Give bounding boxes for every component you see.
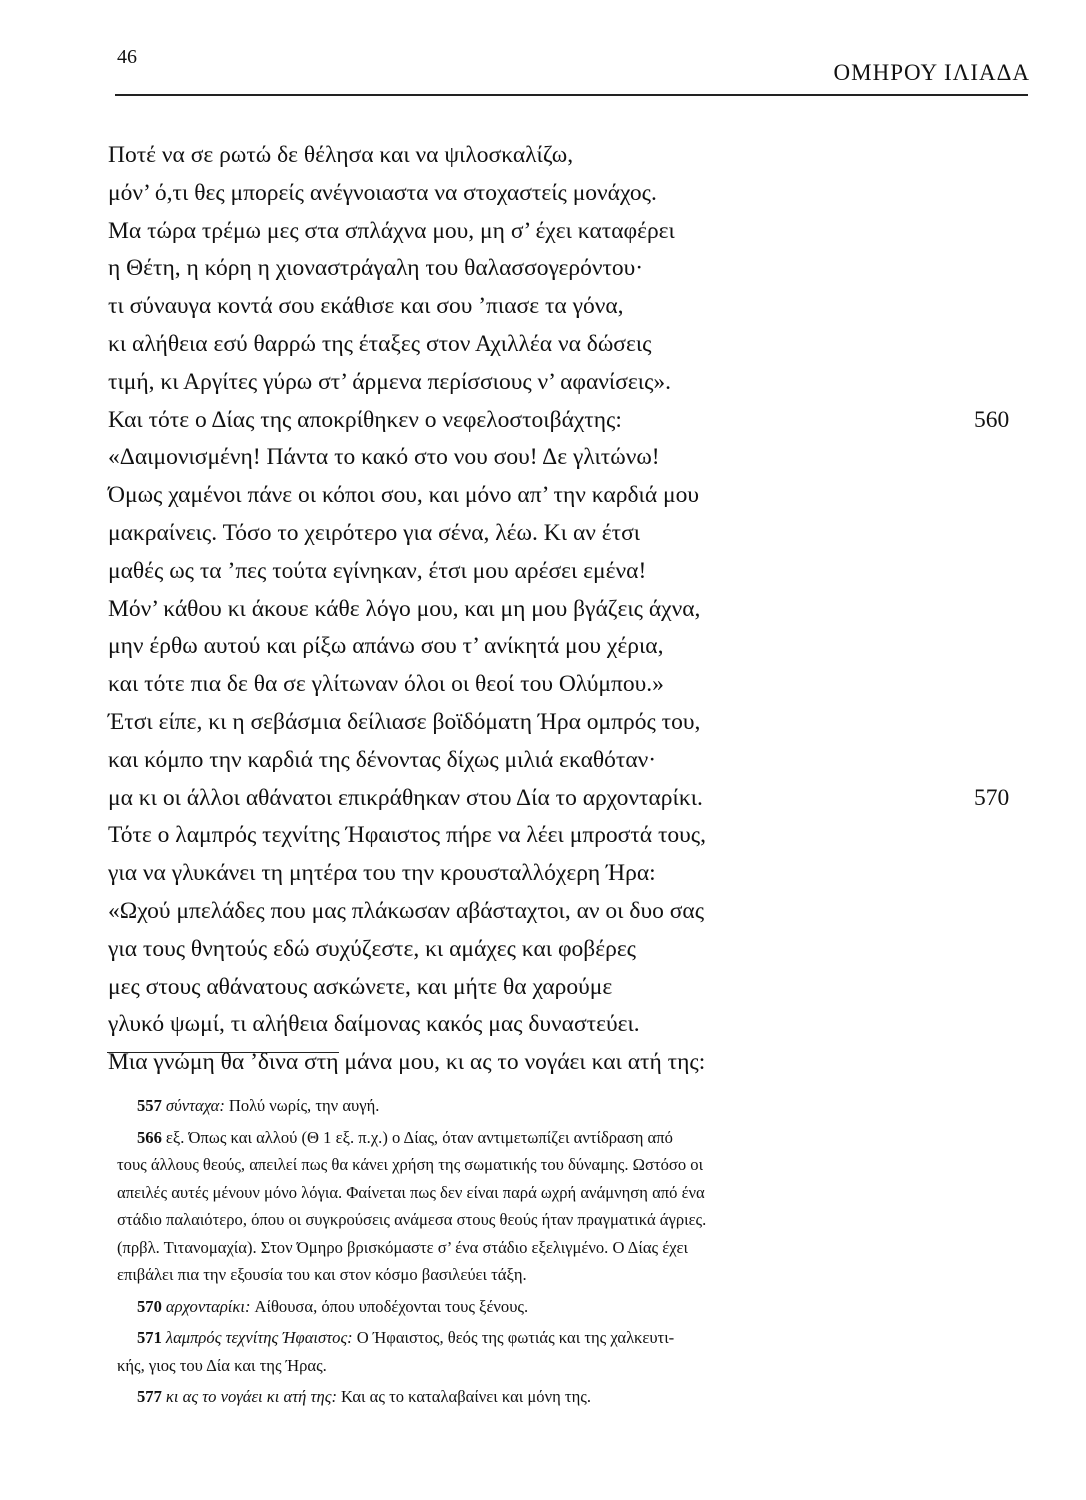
verse-text: «Δαιμονισμένη! Πάντα το κακό στο νου σου! Δε γλιτώνω! <box>108 444 660 471</box>
footnote-term: αρχονταρίκι: <box>165 1296 251 1316</box>
footnote-term: λαμπρός τεχνίτης Ήφαιστος: <box>165 1328 353 1347</box>
footnote-number: 566 <box>137 1127 162 1147</box>
footnotes <box>117 1092 947 1411</box>
verse-text: για να γλυκάνει τη μητέρα του την κρουσταλλόχερη Ήρα: <box>108 860 656 887</box>
footnote-566-line: επιβάλει πια την εξουσία του και στον κόσμο βασιλεύει τάξη. <box>117 1265 527 1284</box>
footnote-text: Αίθουσα, όπου υποδέχονται τους ξένους. <box>254 1296 529 1316</box>
footnote-number: 570 <box>137 1296 162 1316</box>
footnote-566-line: τους άλλους θεούς, απειλεί πως θα κάνει χρήση της σωματικής του δύναμης. Ωστόσο οι <box>117 1155 704 1174</box>
verse-text: Έτσι είπε, κι η σεβάσμια δείλιασε βοϊδόματη Ήρα ομπρός του, <box>108 708 701 735</box>
verse-line <box>108 213 1008 251</box>
verse-text: και τότε πια δε θα σε γλίτωναν όλοι οι θεοί του Ολύμπου.» <box>108 671 664 698</box>
verse-text: τι σύναυγα κοντά σου εκάθισε και σου ’πιασε τα γόνα, <box>108 293 624 320</box>
footnote-571 <box>117 1324 947 1352</box>
footnote-571-line: κής, γιος του Δία και της Ήρας. <box>117 1355 327 1375</box>
verse-line <box>108 553 1008 591</box>
verse-text: τιμή, κι Αργίτες γύρω στ’ άρμενα περίσσιους ν’ αφανίσεις». <box>108 368 672 395</box>
footnote-text: Πολύ νωρίς, την αυγή. <box>228 1096 380 1115</box>
footnote-text: Και ας το καταλαβαίνει και μόνη της. <box>340 1387 591 1406</box>
verse-text: μην έρθω αυτού και ρίξω απάνω σου τ’ ανίκητά μου χέρια, <box>108 633 664 660</box>
verse-line <box>108 1006 1008 1044</box>
footnote-577 <box>117 1383 947 1411</box>
verse-line <box>108 817 1008 855</box>
page-header <box>0 0 1086 100</box>
footnote-number: 571 <box>137 1328 162 1347</box>
footnote-text: εξ. Όπως και αλλού (Θ 1 εξ. π.χ.) ο Δίας, όταν αντιμετωπίζει αντίδραση από <box>165 1127 673 1147</box>
footnote-566-line: στάδιο παλαιότερο, όπου οι συγκρούσεις ανάμεσα στους θεούς ήταν πραγματικά άγριες. <box>117 1210 707 1229</box>
verse-text: μα κι οι άλλοι αθάνατοι επικράθηκαν στου Δία το αρχονταρίκι. <box>108 784 703 811</box>
verse-text: γλυκό ψωμί, τι αλήθεια δαίμονας κακός μας δυναστεύει. <box>108 1011 640 1038</box>
verse-line <box>108 855 1008 893</box>
verse-line <box>108 780 1008 818</box>
footnote-number: 577 <box>137 1387 162 1406</box>
verse-line <box>108 704 1008 742</box>
line-number: 560 <box>974 406 1010 433</box>
verse-line <box>108 1044 1008 1082</box>
verse-line <box>108 742 1008 780</box>
verse-text: Και τότε ο Δίας της αποκρίθηκεν ο νεφελοστοιβάχτης: <box>108 406 622 433</box>
verse-line <box>108 591 1008 629</box>
verse-text: και κόμπο την καρδιά της δένοντας δίχως μιλιά εκαθόταν· <box>108 746 657 773</box>
footnote-text: Ο Ήφαιστος, θεός της φωτιάς και της χαλκευτι- <box>356 1328 675 1347</box>
verse-line <box>108 969 1008 1007</box>
verse-text: Μόν’ κάθου κι άκουε κάθε λόγο μου, και μη μου βγάζεις άχνα, <box>108 595 701 622</box>
verse-line <box>108 288 1008 326</box>
footnote-566-line: απειλές αυτές μένουν μόνο λόγια. Φαίνεται πως δεν είναι παρά ωχρή ανάμνηση από ένα <box>117 1182 705 1202</box>
line-number: 570 <box>974 784 1010 811</box>
verse-line <box>108 477 1008 515</box>
verse-text: Μα τώρα τρέμω μες στα σπλάχνα μου, μη σ’ έχει καταφέρει <box>108 217 675 244</box>
verse-text: για τους θνητούς εδώ συχύζεστε, κι αμάχες και φοβέρες <box>108 935 636 962</box>
footnote-557 <box>117 1092 947 1120</box>
verse-line <box>108 402 1008 440</box>
verse-line <box>108 326 1008 364</box>
footnote-term: κι ας το νογάει κι ατή της: <box>165 1387 337 1406</box>
running-title: ΟΜΗΡΟΥ ΙΛΙΑΔΑ <box>833 60 1030 85</box>
verse-line <box>108 515 1008 553</box>
verse-text: μακραίνεις. Τόσο το χειρότερο για σένα, λέω. Κι αν έτσι <box>108 519 641 546</box>
verse-block <box>108 137 1008 1082</box>
footnote-number: 557 <box>137 1096 162 1115</box>
header-rule <box>115 94 1028 96</box>
verse-line <box>108 439 1008 477</box>
verse-text: «Ωχού μπελάδες που μας πλάκωσαν αβάσταχτοι, αν οι δυο σας <box>108 897 705 924</box>
verse-text: Τότε ο λαμπρός τεχνίτης Ήφαιστος πήρε να λέει μπροστά τους, <box>108 822 706 849</box>
footnote-term: σύνταχα: <box>165 1096 225 1115</box>
page-number: 46 <box>117 46 137 68</box>
verse-line <box>108 364 1008 402</box>
footnote-566 <box>117 1124 947 1152</box>
verse-line <box>108 893 1008 931</box>
verse-line <box>108 175 1008 213</box>
verse-text: Ποτέ να σε ρωτώ δε θέλησα και να ψιλοσκαλίζω, <box>108 142 574 168</box>
verse-text: μόν’ ό,τι θες μπορείς ανέγνοιαστα να στοχαστείς μονάχος. <box>108 179 657 206</box>
verse-text: μαθές ως τα ’πες τούτα εγίνηκαν, έτσι μου αρέσει εμένα! <box>108 557 647 584</box>
verse-line <box>108 137 1008 175</box>
footnote-570 <box>117 1293 947 1321</box>
verse-line <box>108 250 1008 288</box>
verse-line <box>108 931 1008 969</box>
verse-text: η Θέτη, η κόρη η χιοναστράγαλη του θαλασσογερόντου· <box>108 255 644 282</box>
footnote-566-line: (πρβλ. Τιτανομαχία). Στον Όμηρο βρισκόμαστε σ’ ένα στάδιο εξελιγμένο. Ο Δίας έχει <box>117 1237 688 1257</box>
verse-text: κι αλήθεια εσύ θαρρώ της έταξες στον Αχιλλέα να δώσεις <box>108 330 652 357</box>
verse-text: μες στους αθάνατους ασκώνετε, και μήτε θα χαρούμε <box>108 973 613 1000</box>
footnote-separator <box>107 1052 339 1053</box>
verse-text: Όμως χαμένοι πάνε οι κόποι σου, και μόνο απ’ την καρδιά μου <box>108 482 700 509</box>
verse-line <box>108 628 1008 666</box>
verse-text: Μια γνώμη θα ’δινα στη μάνα μου, κι ας το νογάει και ατή της: <box>108 1049 706 1076</box>
verse-line <box>108 666 1008 704</box>
